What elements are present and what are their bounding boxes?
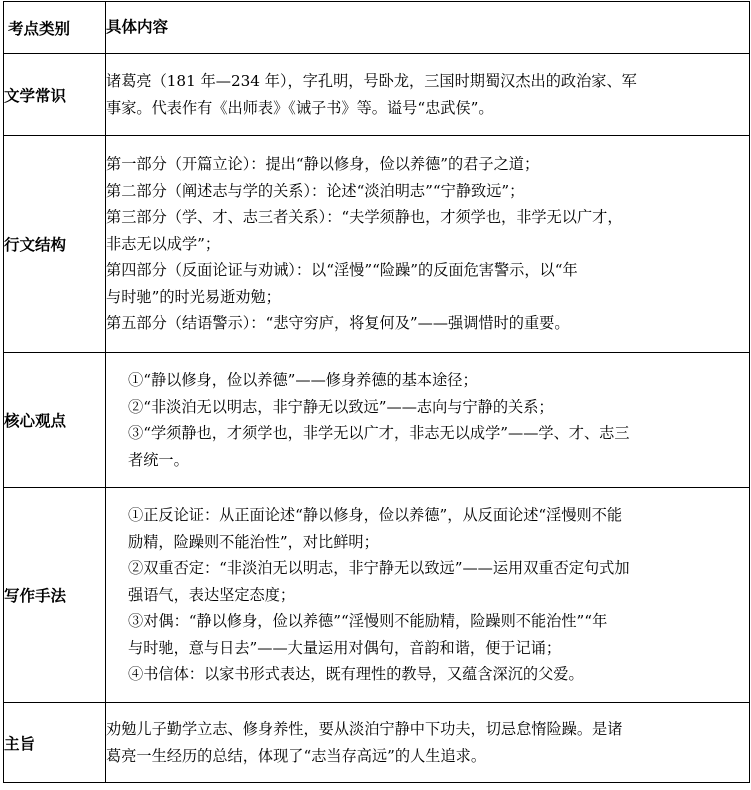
content-line: 与时驰”的时光易逝劝勉； [106, 287, 281, 306]
table-row [4, 703, 750, 783]
table-row [4, 54, 750, 136]
content-line: 第四部分（反面论证与劝诫）：以“淫慢”“险躁”的反面危害警示，以“年 [106, 261, 578, 280]
row-category-structure: 行文结构 [4, 136, 106, 353]
content-line: 励精，险躁则不能治性”，对比鲜明； [128, 532, 379, 551]
content-line: 诸葛亮（181 年—234 年），字孔明，号卧龙，三国时期蜀汉杰出的政治家、军 [106, 72, 637, 90]
row-content-viewpoint [106, 353, 750, 488]
table-row [4, 136, 750, 353]
content-line: ③“学须静也，才须学也，非学无以广才，非志无以成学”——学、才、志三 [128, 424, 630, 442]
content-line: 非志无以成学”； [106, 234, 221, 253]
content-line: ①“静以修身，俭以养德”——修身养德的基本途径； [128, 371, 478, 389]
row-content-structure [106, 136, 750, 353]
table-row [4, 488, 750, 703]
header-category: 考点类别 [4, 2, 106, 54]
content-line: 与时驰，意与日去”——大量运用对偶句，音韵和谐，便于记诵； [128, 638, 562, 657]
content-line: ④书信体：以家书形式表达，既有理性的教导，又蕴含深沉的父爱。 [128, 665, 584, 684]
content-line: 劝勉儿子勤学立志、修身养性，要从淡泊宁静中下功夫，切忌怠惰险躁。是诸 [106, 720, 623, 738]
content-line: 者统一。 [128, 450, 189, 469]
row-category-theme: 主旨 [4, 703, 106, 783]
table-header-row [4, 2, 750, 54]
row-category-technique: 写作手法 [4, 488, 106, 703]
content-line: 强语气，表达坚定态度； [128, 585, 296, 604]
row-category-viewpoint: 核心观点 [4, 353, 106, 488]
table-row [4, 353, 750, 488]
study-table [3, 1, 750, 783]
content-line: ②双重否定：“非淡泊无以明志，非宁静无以致远”——运用双重否定句式加 [128, 559, 630, 578]
row-content-theme [106, 703, 750, 783]
content-line: 葛亮一生经历的总结，体现了“志当存高远”的人生追求。 [106, 746, 487, 765]
content-line: 第一部分（开篇立论）：提出“静以修身，俭以养德”的君子之道； [106, 155, 540, 174]
content-line: 第二部分（阐述志与学的关系）：论述“淡泊明志”“宁静致远”； [106, 181, 525, 200]
header-content: 具体内容 [106, 2, 750, 54]
row-content-technique [106, 488, 750, 703]
row-category-literature: 文学常识 [4, 54, 106, 136]
content-line: ③对偶：“静以修身，俭以养德”“淫慢则不能励精，险躁则不能治性”“年 [128, 612, 608, 631]
content-line: 事家。代表作有《出师表》《诫子书》等。谥号“忠武侯”。 [106, 98, 494, 117]
content-line: 第五部分（结语警示）：“悲守穷庐，将复何及”——强调惜时的重要。 [106, 314, 570, 333]
content-line: ①正反论证：从正面论述“静以修身，俭以养德”，从反面论述“淫慢则不能 [128, 506, 623, 525]
content-line: 第三部分（学、才、志三者关系）：“夫学须静也，才须学也，非学无以广才， [106, 208, 623, 227]
row-content-literature [106, 54, 750, 136]
content-line: ②“非淡泊无以明志，非宁静无以致远”——志向与宁静的关系； [128, 397, 554, 416]
